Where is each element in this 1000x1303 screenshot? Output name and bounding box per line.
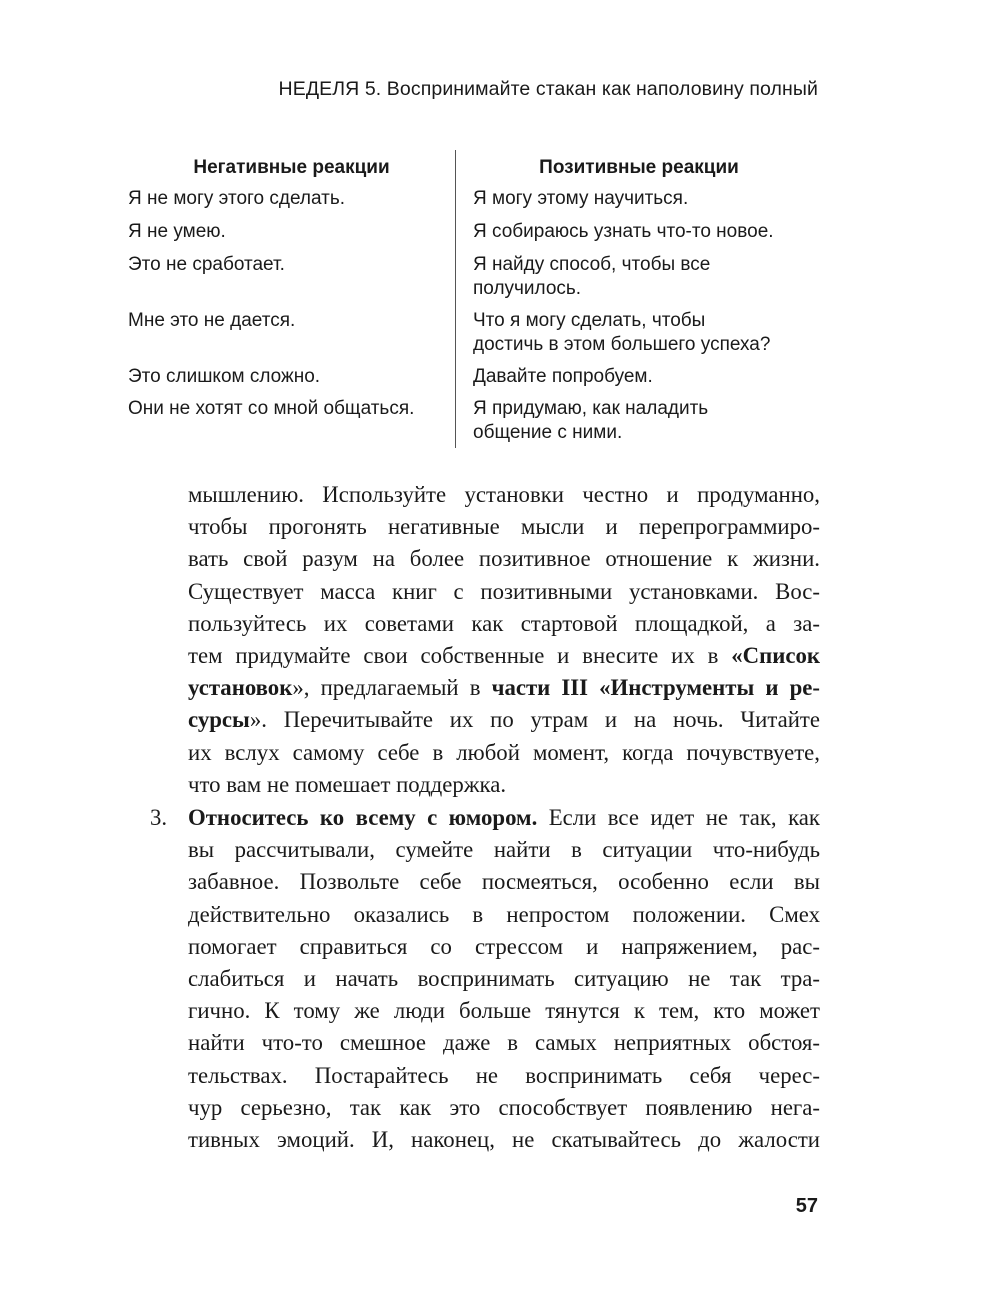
text-line xyxy=(188,640,820,672)
positive-reaction: Я могу этому научиться. xyxy=(473,188,689,209)
positive-reaction-cont: общение с ними. xyxy=(473,422,623,443)
reactions-table xyxy=(128,150,820,448)
negative-reaction: Я не могу этого сделать. xyxy=(128,188,346,209)
positive-reaction: Давайте попробуем. xyxy=(473,366,653,387)
negative-reaction: Это не сработает. xyxy=(128,254,285,275)
running-header: НЕДЕЛЯ 5. Воспринимайте стакан как наполовину полный xyxy=(278,78,818,100)
negative-reaction: Это слишком сложно. xyxy=(128,366,321,387)
text-line: мышлению. Используйте установки честно и продуманно, xyxy=(188,482,820,507)
text-line: вы рассчитывали, сумейте найти в ситуации что-нибудь xyxy=(188,837,820,863)
column-divider xyxy=(455,150,456,448)
page-number: 57 xyxy=(795,1195,818,1217)
text-line: вать свой разум на более позитивное отношение к жизни. xyxy=(188,546,820,572)
positive-reaction: Я собираюсь узнать что-то новое. xyxy=(473,221,774,242)
bold-reference: сурсы xyxy=(188,707,250,733)
negative-column-header: Негативные реакции xyxy=(193,157,390,178)
text-line: чтобы прогонять негативные мысли и перепрограммиро- xyxy=(188,514,820,540)
text-run: тем придумайте свои собственные и внесите их в xyxy=(188,642,732,668)
text-line xyxy=(188,704,820,736)
text-line: чур серьезно, так как это способствует появлению нега- xyxy=(188,1094,820,1120)
paragraph-affirmations xyxy=(188,479,820,801)
positive-reaction: Я найду способ, чтобы все xyxy=(473,254,711,275)
text-line: действительно оказались в непростом положении. Смех xyxy=(188,901,820,927)
text-line: что вам не помешает поддержка. xyxy=(188,771,507,797)
text-line: найти что-то смешное даже в самых неприятных обстоя- xyxy=(188,1030,820,1056)
text-line xyxy=(188,802,820,834)
text-run: Если все идет не так, как xyxy=(537,805,820,830)
negative-reaction: Они не хотят со мной общаться. xyxy=(128,398,415,419)
text-line: тельствах. Постарайтесь не воспринимать себя черес- xyxy=(188,1062,820,1088)
text-line xyxy=(188,672,820,704)
negative-reaction: Я не умею. xyxy=(128,221,226,242)
positive-column-header: Позитивные реакции xyxy=(539,157,739,178)
positive-reaction: Что я могу сделать, чтобы xyxy=(473,310,706,331)
text-line: помогает справиться со стрессом и напряжением, рас- xyxy=(188,933,820,959)
text-run: ». Перечитывайте их по утрам и на ночь. Читайте xyxy=(249,707,820,733)
positive-reaction: Я придумаю, как наладить xyxy=(473,398,709,419)
text-line: их вслух самому себе в любой момент, когда почувствуете, xyxy=(188,739,820,765)
text-run: », предлагаемый в xyxy=(292,675,492,701)
text-line: Существует масса книг с позитивными установками. Вос- xyxy=(188,578,820,604)
negative-reaction: Мне это не дается. xyxy=(128,310,296,331)
text-line: пользуйтесь их советами как стартовой площадкой, а за- xyxy=(188,610,820,636)
list-item-humor xyxy=(188,802,820,1156)
list-item-number: 3. xyxy=(150,805,168,830)
bold-reference: части III «Инструменты и ре- xyxy=(491,675,820,701)
text-line: гично. К тому же люди больше тянутся к тем, кто может xyxy=(188,998,820,1024)
text-line: тивных эмоций. И, наконец, не скатывайтесь до жалости xyxy=(188,1126,820,1152)
text-line: забавное. Позвольте себе посмеяться, особенно если вы xyxy=(188,869,820,895)
positive-reaction-cont: получилось. xyxy=(473,278,582,299)
bold-reference: установок xyxy=(188,675,293,701)
item-heading: Относитесь ко всему с юмором. xyxy=(188,805,538,830)
positive-reaction-cont: достичь в этом большего успеха? xyxy=(473,334,771,355)
bold-reference: «Список xyxy=(731,642,820,668)
text-line: слабиться и начать воспринимать ситуацию не так тра- xyxy=(188,965,820,991)
